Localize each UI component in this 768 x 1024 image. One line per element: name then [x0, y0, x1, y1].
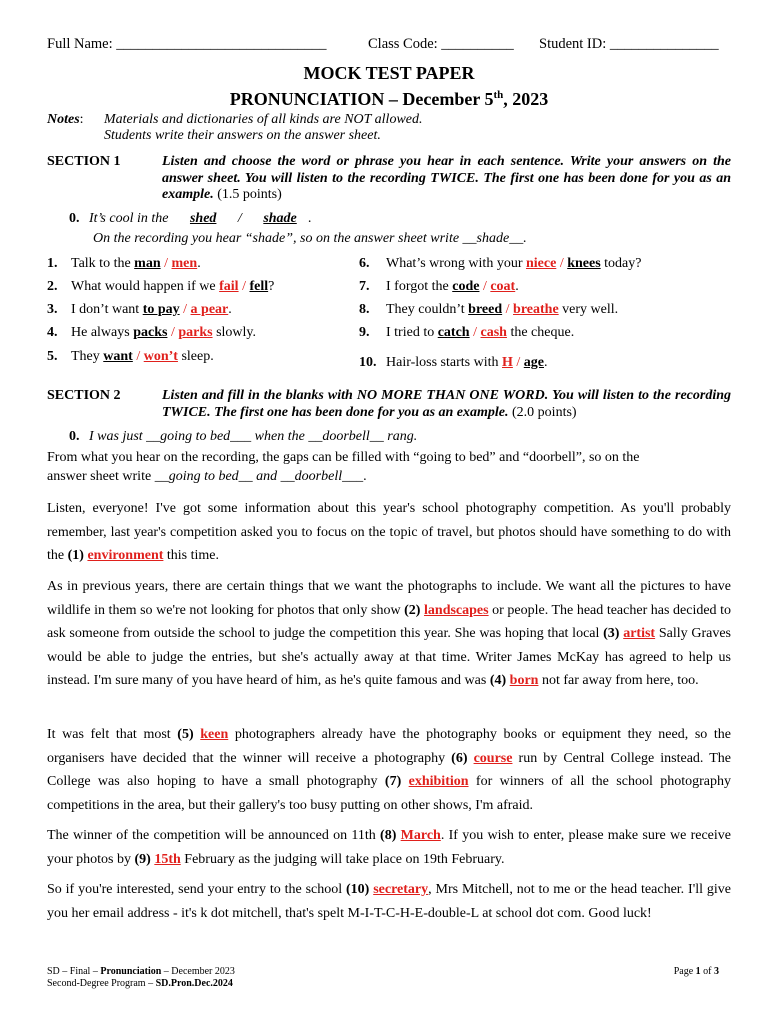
section-1-item-6: 6. What’s wrong with your niece / knees today? — [359, 256, 642, 271]
answer-4: born — [509, 673, 539, 688]
answer-7: exhibition — [408, 774, 469, 789]
answer-10: secretary — [373, 882, 429, 897]
option-a: catch — [437, 325, 470, 340]
option-b: parks — [178, 325, 213, 340]
option-b: fell — [249, 279, 269, 294]
section-1-items — [47, 256, 731, 376]
answer-3: artist — [623, 626, 656, 641]
option-b: knees — [567, 256, 601, 271]
section-1-item-1: 1. Talk to the man / men. — [47, 256, 201, 271]
option-a: H — [502, 355, 513, 370]
section-2-instruction: Listen and fill in the blanks with NO MORE THAN ONE WORD. You will listen to the recording TWICE. The first one has been done for you as an example. (2.0 points) — [162, 388, 731, 420]
section-1-example-note: On the recording you hear “shade”, so on the answer sheet write __shade__. — [93, 231, 527, 246]
answer-5: keen — [200, 727, 229, 742]
option-a: niece — [525, 256, 557, 271]
page-number: Page 1 of 3 — [673, 966, 719, 977]
option-a: packs — [133, 325, 168, 340]
option-a: fail — [219, 279, 239, 294]
option-b: cash — [480, 325, 507, 340]
section-1-item-3: 3. I don’t want to pay / a pear. — [47, 302, 232, 317]
student-id-field: Student ID: _______________ — [539, 36, 719, 52]
section-1-item-2: 2. What would happen if we fail / fell? — [47, 279, 275, 294]
footer-line-2: Second-Degree Program – SD.Pron.Dec.2024 — [47, 978, 233, 989]
option-b: a pear — [190, 302, 229, 317]
passage-paragraph-1: Listen, everyone! I've got some information about this year's school photography competition. As you'll probably remember, last year's competition asked you to focus on the topic of travel, but photos should have something to do with the (1) environment this time. — [47, 501, 731, 563]
option-a: man — [134, 256, 161, 271]
option-b: men — [171, 256, 198, 271]
doc-title: MOCK TEST PAPER — [303, 63, 475, 83]
section-2-example-note: From what you hear on the recording, the gaps can be filled with “going to bed” and “doorbell”, so on the answer sheet write __going to bed__ and __doorbell___. — [47, 450, 640, 484]
section-2-example: 0. I was just __going to bed___ when the __doorbell__ rang. — [69, 429, 418, 444]
passage-paragraph-2: As in previous years, there are certain things that we want the photographs to include. We want all the pictures to have wildlife in them so we're not looking for photos that only show (2) landscapes or people. The head teacher has decided to ask someone from outside the school to judge the competition this year. She was hoping that local (3) artist Sally Graves would be able to judge the entries, but she's actually away at that time. Writer James McKay has agreed to help us instead. I'm sure many of you have heard of him, as he's quite famous and was (4) born not far away from here, too. — [47, 579, 732, 688]
footer-line-1: SD – Final – Pronunciation – December 2023 — [47, 966, 235, 977]
section-1-item-7: 7. I forgot the code / coat. — [359, 279, 519, 294]
notes: Notes: Materials and dictionaries of all kinds are NOT allowed. Students write their answers on the answer sheet. — [47, 112, 423, 143]
answer-9: 15th — [154, 851, 181, 867]
section-1-item-10: 10. Hair-loss starts with H / age. — [359, 355, 548, 370]
answer-6: course — [473, 750, 513, 766]
section-2-label: SECTION 2 — [47, 388, 121, 403]
doc-subtitle: PRONUNCIATION – December 5th, 2023 — [229, 89, 549, 109]
answer-1: environment — [87, 548, 164, 563]
option-b: won’t — [143, 349, 178, 364]
answer-2: landscapes — [424, 602, 489, 618]
option-a: to pay — [142, 302, 180, 317]
section-1-item-9: 9. I tried to catch / cash the cheque. — [359, 325, 575, 340]
option-b: coat — [490, 279, 516, 294]
passage-paragraph-4: The winner of the competition will be announced on 11th (8) March. If you wish to enter, please make sure we receive your photos by (9) 15th February as the judging will take place on 19th February. — [47, 828, 731, 867]
section-1-label: SECTION 1 — [47, 154, 121, 169]
option-a: want — [103, 349, 133, 364]
footer — [47, 966, 731, 990]
full-name-field: Full Name: _____________________________ — [47, 36, 327, 52]
section-1-item-5: 5. They want / won’t sleep. — [47, 349, 214, 364]
option-b: age — [523, 355, 544, 370]
option-a: breed — [468, 302, 503, 317]
option-b: breathe — [513, 302, 559, 317]
option-a: code — [452, 279, 480, 294]
answer-8: March — [400, 828, 441, 843]
section-1-example: 0. It’s cool in the shed / shade . — [69, 211, 312, 226]
passage-paragraph-3: It was felt that most (5) keen photographers already have the photography books or equipment they need, so the organisers have decided that the winner will receive a photography (6) course run by Central College instead. The College was also hoping to have a small photography (7) exhibition for winners of all the school photography competitions in the area, but their gallery's too busy putting on other shows, I'm afraid. — [47, 727, 732, 813]
section-1-item-4: 4. He always packs / parks slowly. — [47, 325, 256, 340]
section-1-item-8: 8. They couldn’t breed / breathe very well. — [359, 302, 619, 317]
class-code-field: Class Code: __________ — [368, 36, 514, 52]
section-1-instruction: Listen and choose the word or phrase you hear in each sentence. Write your answers on the answer sheet. You will listen to the recording TWICE. The first one has been done for you as an example. (1.5 points) — [162, 154, 731, 202]
passage-paragraph-5: So if you're interested, send your entry to the school (10) secretary, Mrs Mitchell, not to me or the head teacher. I'll give you her email address - it's k dot mitchell, that's spelt M-I-T-C-H-E-double-L at school dot com. Good luck! — [47, 882, 731, 921]
